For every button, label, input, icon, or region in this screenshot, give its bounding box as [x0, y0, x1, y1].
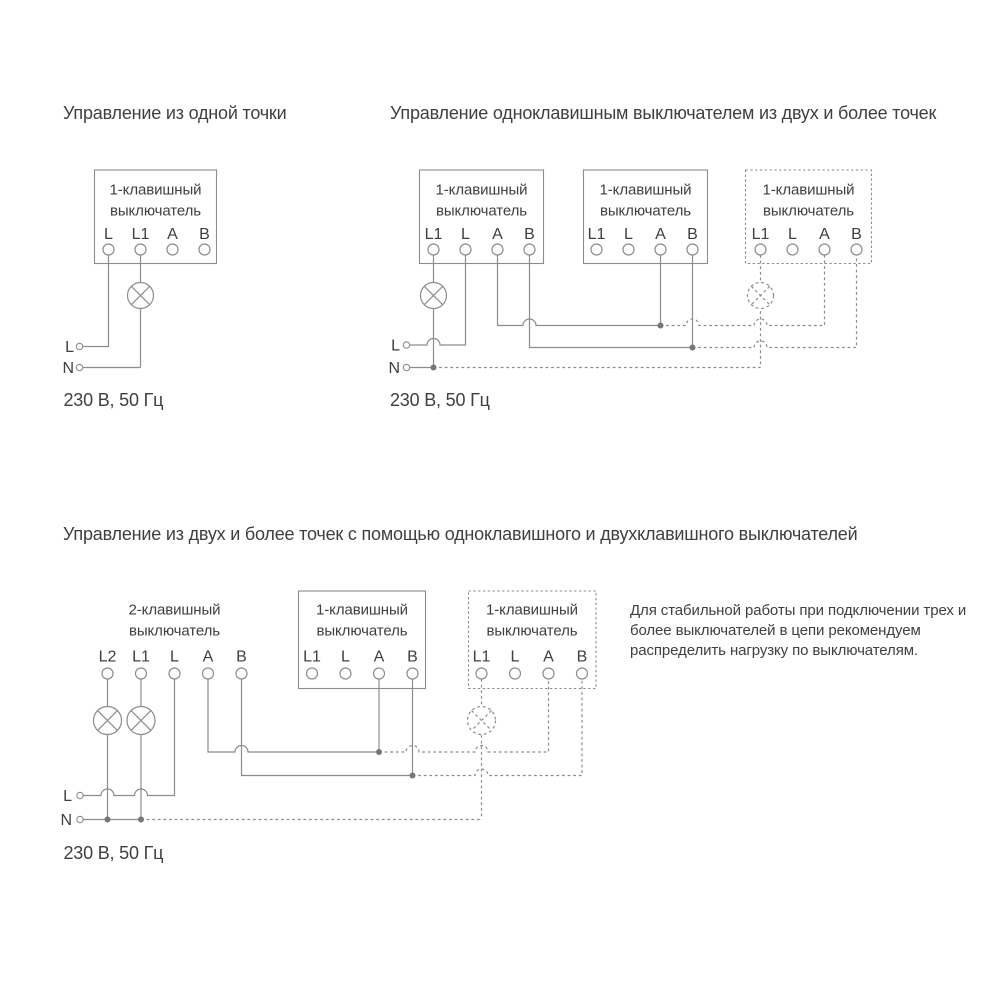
note-line: распределить нагрузку по выключателям.: [630, 642, 919, 659]
supply-neutral-terminal: [76, 364, 82, 370]
terminal-label: B: [576, 648, 588, 666]
junction-dot: [105, 817, 111, 823]
terminal-label: B: [407, 648, 418, 666]
terminal-circle: [755, 244, 766, 255]
switch-name-line1: 1-клавишный: [599, 181, 692, 199]
terminal-circle: [787, 244, 798, 255]
wire-traveler-a-optional: [379, 674, 549, 753]
switch-name-line2: выключатель: [486, 622, 578, 640]
terminal-label: L: [170, 648, 179, 666]
terminal-label: L1: [131, 226, 150, 243]
terminal-circle: [102, 668, 113, 679]
terminal-circle: [524, 244, 535, 255]
switch-name-line1: 1-клавишный: [486, 601, 578, 619]
terminal-circle: [136, 668, 147, 679]
terminal-label: A: [373, 648, 385, 666]
terminal-label: B: [236, 648, 247, 666]
note-line: Для стабильной работы при подключении трех и: [630, 602, 967, 619]
terminal-circle: [543, 668, 554, 679]
terminal-label: L: [624, 226, 633, 243]
switch-name-line2: выключатель: [436, 202, 527, 220]
terminal-label: A: [167, 226, 178, 243]
terminal-label: B: [524, 226, 535, 243]
terminal-circle: [476, 668, 487, 679]
lamp-icon-optional: [748, 283, 774, 309]
terminal-circle: [819, 244, 830, 255]
terminal-circle: [236, 668, 247, 679]
terminal-circle: [340, 668, 351, 679]
lamp-icon-optional: [468, 707, 496, 735]
switch-name-line1: 2-клавишный: [128, 601, 221, 619]
switch-name-line2: выключатель: [110, 202, 201, 220]
supply-neutral-terminal: [77, 816, 83, 822]
terminal-label: L1: [472, 648, 491, 666]
supply-neutral-label: N: [60, 812, 72, 829]
lamp-icon: [128, 283, 154, 309]
terminal-label: L1: [751, 226, 770, 243]
voltage-label: 230 В, 50 Гц: [63, 390, 164, 410]
terminal-circle: [167, 244, 178, 255]
terminal-circle: [199, 244, 210, 255]
supply-live-label: L: [63, 788, 72, 805]
terminal-label: L: [788, 226, 797, 243]
junction-dot: [410, 773, 416, 779]
voltage-label: 230 В, 50 Гц: [390, 390, 490, 410]
terminal-circle: [428, 244, 439, 255]
wire-live-to-switch1: [80, 674, 175, 796]
terminal-circle: [135, 244, 146, 255]
diagram-title: Управление из одной точки: [63, 103, 287, 123]
supply-live-label: L: [391, 337, 400, 355]
terminal-label: L1: [587, 226, 606, 243]
switch-name-line2: выключатель: [600, 202, 691, 220]
terminal-circle: [169, 668, 180, 679]
terminal-label: L: [510, 648, 520, 666]
wire-traveler-b-optional: [693, 250, 857, 348]
terminal-circle: [510, 668, 521, 679]
note-text: [630, 602, 966, 659]
diagram-control-mixed: [60, 524, 966, 863]
wire-traveler-a: [498, 250, 661, 326]
lamp-icon: [421, 283, 447, 309]
terminal-label: B: [199, 226, 210, 243]
voltage-label: 230 В, 50 Гц: [63, 843, 164, 863]
terminal-label: L1: [424, 226, 443, 243]
lamp-icon: [127, 707, 155, 735]
terminal-circle: [591, 244, 602, 255]
junction-dot: [376, 749, 382, 755]
wire-traveler-a: [208, 674, 379, 753]
switch-name-line1: 1-клавишный: [109, 181, 202, 199]
supply-live-terminal: [77, 792, 83, 798]
terminal-label: A: [655, 226, 666, 243]
switch-name-line1: 1-клавишный: [435, 181, 528, 199]
switch-name-line1: 1-клавишный: [316, 601, 408, 619]
wire-traveler-b: [530, 250, 693, 348]
diagram-control-multi-point: [388, 103, 936, 410]
supply-live-label: L: [65, 339, 74, 356]
junction-dot: [658, 323, 664, 329]
terminal-label: L2: [98, 648, 117, 666]
terminal-label: A: [819, 226, 830, 243]
terminal-circle: [655, 244, 666, 255]
terminal-label: A: [202, 648, 214, 666]
junction-dot: [138, 817, 144, 823]
terminal-label: L: [104, 226, 113, 243]
junction-dot: [690, 345, 696, 351]
switch-name-line2: выключатель: [763, 202, 854, 220]
supply-live-terminal: [76, 343, 82, 349]
terminal-circle: [407, 668, 418, 679]
terminal-label: A: [492, 226, 503, 243]
lamp-icon: [94, 707, 122, 735]
terminal-circle: [460, 244, 471, 255]
junction-dot: [431, 365, 437, 371]
terminal-label: B: [851, 226, 862, 243]
terminal-label: L1: [303, 648, 321, 666]
terminal-label: B: [687, 226, 698, 243]
terminal-label: A: [543, 648, 554, 666]
terminal-circle: [374, 668, 385, 679]
terminal-circle: [492, 244, 503, 255]
switch-name-line2: выключатель: [129, 622, 220, 640]
wire-traveler-a-optional: [661, 250, 825, 326]
switch-name-line1: 1-клавишный: [762, 181, 855, 199]
diagram-control-single-point: [62, 103, 286, 410]
supply-neutral-terminal: [403, 364, 409, 370]
terminal-label: L: [461, 226, 470, 243]
terminal-circle: [623, 244, 634, 255]
diagram-title: Управление одноклавишным выключателем из двух и более точек: [390, 103, 937, 123]
switch-name-line2: выключатель: [316, 622, 408, 640]
supply-live-terminal: [403, 342, 409, 348]
terminal-circle: [307, 668, 318, 679]
supply-neutral-label: N: [388, 360, 400, 377]
terminal-circle: [103, 244, 114, 255]
terminal-label: L: [341, 648, 350, 666]
terminal-circle: [687, 244, 698, 255]
terminal-label: L1: [132, 648, 150, 666]
terminal-circle: [851, 244, 862, 255]
diagram-title: Управление из двух и более точек с помощью одноклавишного и двухклавишного выключателей: [63, 524, 858, 544]
terminal-circle: [577, 668, 588, 679]
note-line: более выключателей в цепи рекомендуем: [630, 622, 921, 639]
terminal-circle: [203, 668, 214, 679]
supply-neutral-label: N: [62, 360, 74, 377]
